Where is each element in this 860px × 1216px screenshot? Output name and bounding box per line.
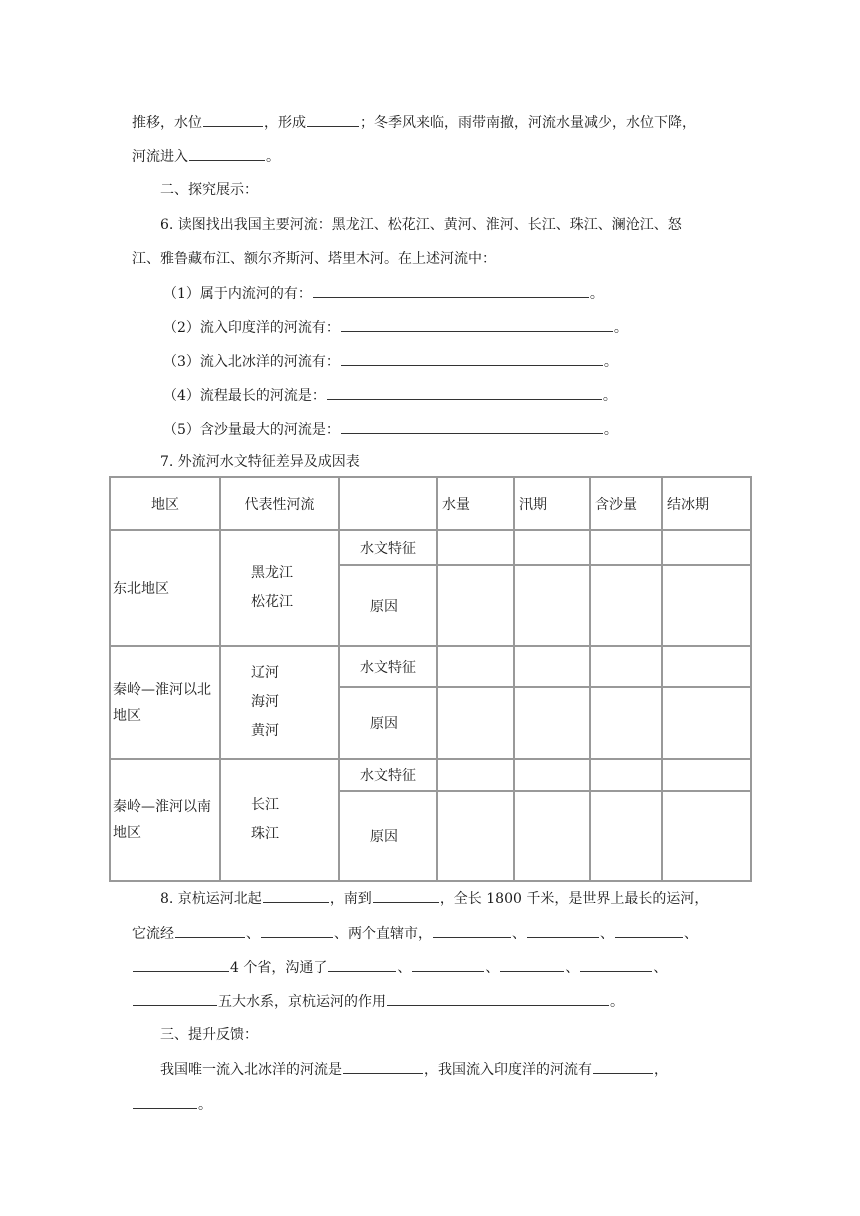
answer-cell[interactable]	[514, 646, 590, 687]
text: ；冬季风来临，雨带南撤，河流水量减少，水位下降，	[360, 115, 696, 131]
text-line	[132, 112, 696, 133]
text: 推移，水位	[132, 115, 202, 131]
text: 。	[198, 1097, 212, 1113]
answer-blank[interactable]	[593, 1059, 653, 1074]
text: 。	[603, 422, 618, 438]
answer-blank[interactable]	[203, 112, 263, 127]
item-label: （3）流入北冰洋的河流有：	[163, 354, 340, 370]
text: 、	[485, 960, 500, 976]
answer-blank[interactable]	[263, 888, 329, 903]
answer-blank[interactable]	[341, 419, 603, 434]
text: 、	[512, 926, 526, 942]
text: ，我国流入印度洋的河流有	[424, 1062, 592, 1078]
answer-cell[interactable]	[437, 791, 514, 881]
text: 、	[684, 926, 698, 942]
answer-blank[interactable]	[500, 957, 564, 972]
answer-blank[interactable]	[341, 317, 613, 332]
question-6-line-2: 江、雅鲁藏布江、额尔齐斯河、塔里木河。在上述河流中：	[132, 251, 496, 267]
answer-cell[interactable]	[514, 791, 590, 881]
answer-blank[interactable]	[313, 283, 589, 298]
item-label: （4）流程最长的河流是：	[163, 388, 326, 404]
text: 。	[602, 388, 617, 404]
answer-blank[interactable]	[615, 923, 683, 938]
answer-cell[interactable]	[437, 687, 514, 759]
answer-blank[interactable]	[527, 923, 599, 938]
answer-cell[interactable]	[590, 565, 662, 646]
answer-cell[interactable]	[662, 687, 751, 759]
text: 、两个直辖市，	[334, 926, 432, 942]
answer-cell[interactable]	[662, 530, 751, 565]
text: ，全长 1800 千米，是世界上最长的运河，	[439, 891, 709, 907]
section-3-line	[160, 1059, 668, 1080]
answer-cell[interactable]	[590, 646, 662, 687]
table-row	[110, 530, 751, 565]
answer-cell[interactable]	[590, 759, 662, 791]
header-volume: 水量	[437, 477, 514, 530]
answer-cell[interactable]	[514, 565, 590, 646]
text: 。	[589, 286, 604, 302]
text: ，形成	[264, 115, 306, 131]
answer-blank[interactable]	[175, 923, 245, 938]
text: 4 个省，沟通了	[230, 960, 328, 976]
answer-blank[interactable]	[373, 888, 439, 903]
item-label: （1）属于内流河的有：	[163, 286, 312, 302]
question-6-item	[163, 283, 604, 304]
answer-cell[interactable]	[437, 759, 514, 791]
answer-blank[interactable]	[133, 991, 217, 1006]
text: 。	[610, 994, 624, 1010]
text: 它流经	[132, 926, 174, 942]
question-8-line	[132, 923, 698, 944]
answer-blank[interactable]	[261, 923, 333, 938]
answer-cell[interactable]	[437, 565, 514, 646]
row-label-feature: 水文特征	[339, 759, 437, 791]
header-rivers: 代表性河流	[220, 477, 339, 530]
text: 河流进入	[132, 149, 188, 165]
text: 、	[246, 926, 260, 942]
answer-cell[interactable]	[662, 565, 751, 646]
section-3-line	[132, 1094, 212, 1115]
answer-cell[interactable]	[662, 759, 751, 791]
answer-blank[interactable]	[328, 957, 396, 972]
answer-blank[interactable]	[412, 957, 484, 972]
row-label-reason: 原因	[339, 687, 437, 759]
item-label: （2）流入印度洋的河流有：	[163, 320, 340, 336]
text: 、	[397, 960, 412, 976]
question-6-line-1: 6. 读图找出我国主要河流：黑龙江、松花江、黄河、淮河、长江、珠江、澜沧江、怒	[160, 217, 682, 233]
text: ，南到	[329, 891, 372, 907]
header-flood-season: 汛期	[514, 477, 590, 530]
question-8-line	[160, 888, 708, 909]
question-6-item	[163, 385, 617, 406]
answer-blank[interactable]	[341, 351, 603, 366]
answer-blank[interactable]	[387, 991, 609, 1006]
region-cell: 秦岭—淮河以南地区	[110, 759, 220, 881]
text: ，	[654, 1062, 668, 1078]
question-7-title: 7. 外流河水文特征差异及成因表	[160, 454, 360, 470]
answer-blank[interactable]	[307, 112, 359, 127]
header-sediment: 含沙量	[590, 477, 662, 530]
answer-blank[interactable]	[433, 923, 511, 938]
table-row	[110, 759, 751, 791]
question-6-item	[163, 419, 618, 440]
answer-blank[interactable]	[189, 146, 265, 161]
rivers-cell: 辽河 海河 黄河	[220, 646, 339, 759]
row-label-feature: 水文特征	[339, 646, 437, 687]
answer-cell[interactable]	[590, 530, 662, 565]
region-cell: 东北地区	[110, 530, 220, 646]
answer-blank[interactable]	[343, 1059, 423, 1074]
row-label-reason: 原因	[339, 791, 437, 881]
text: 五大水系，京杭运河的作用	[218, 994, 386, 1010]
table-header-row	[110, 477, 751, 530]
question-6-item	[163, 351, 618, 372]
row-label-reason: 原因	[339, 565, 437, 646]
question-8-line	[132, 957, 667, 978]
text: 、	[600, 926, 614, 942]
text: 、	[565, 960, 580, 976]
answer-blank[interactable]	[327, 385, 602, 400]
header-region: 地区	[110, 477, 220, 530]
answer-cell[interactable]	[514, 759, 590, 791]
region-cell: 秦岭—淮河以北地区	[110, 646, 220, 759]
answer-blank[interactable]	[580, 957, 652, 972]
text: 我国唯一流入北冰洋的河流是	[160, 1062, 342, 1078]
answer-blank[interactable]	[133, 1094, 197, 1109]
question-6-item	[163, 317, 628, 338]
rivers-cell: 长江 珠江	[220, 759, 339, 881]
text: 。	[266, 149, 280, 165]
text-line	[132, 146, 280, 167]
text: 8. 京杭运河北起	[160, 891, 262, 907]
answer-cell[interactable]	[590, 791, 662, 881]
text: 、	[653, 960, 668, 976]
question-8-line	[132, 991, 624, 1012]
answer-cell[interactable]	[437, 530, 514, 565]
table-row	[110, 646, 751, 687]
text: 。	[603, 354, 618, 370]
answer-cell[interactable]	[662, 646, 751, 687]
answer-cell[interactable]	[514, 530, 590, 565]
item-label: （5）含沙量最大的河流是：	[163, 422, 340, 438]
answer-cell[interactable]	[662, 791, 751, 881]
hydrology-table	[109, 476, 752, 882]
answer-cell[interactable]	[437, 646, 514, 687]
header-freeze: 结冰期	[662, 477, 751, 530]
row-label-feature: 水文特征	[339, 530, 437, 565]
answer-cell[interactable]	[590, 687, 662, 759]
section-heading: 二、探究展示：	[160, 182, 258, 198]
text: 。	[613, 320, 628, 336]
answer-cell[interactable]	[514, 687, 590, 759]
section-heading: 三、提升反馈：	[160, 1027, 258, 1043]
answer-blank[interactable]	[133, 957, 229, 972]
rivers-cell: 黑龙江 松花江	[220, 530, 339, 646]
header-blank	[339, 477, 437, 530]
